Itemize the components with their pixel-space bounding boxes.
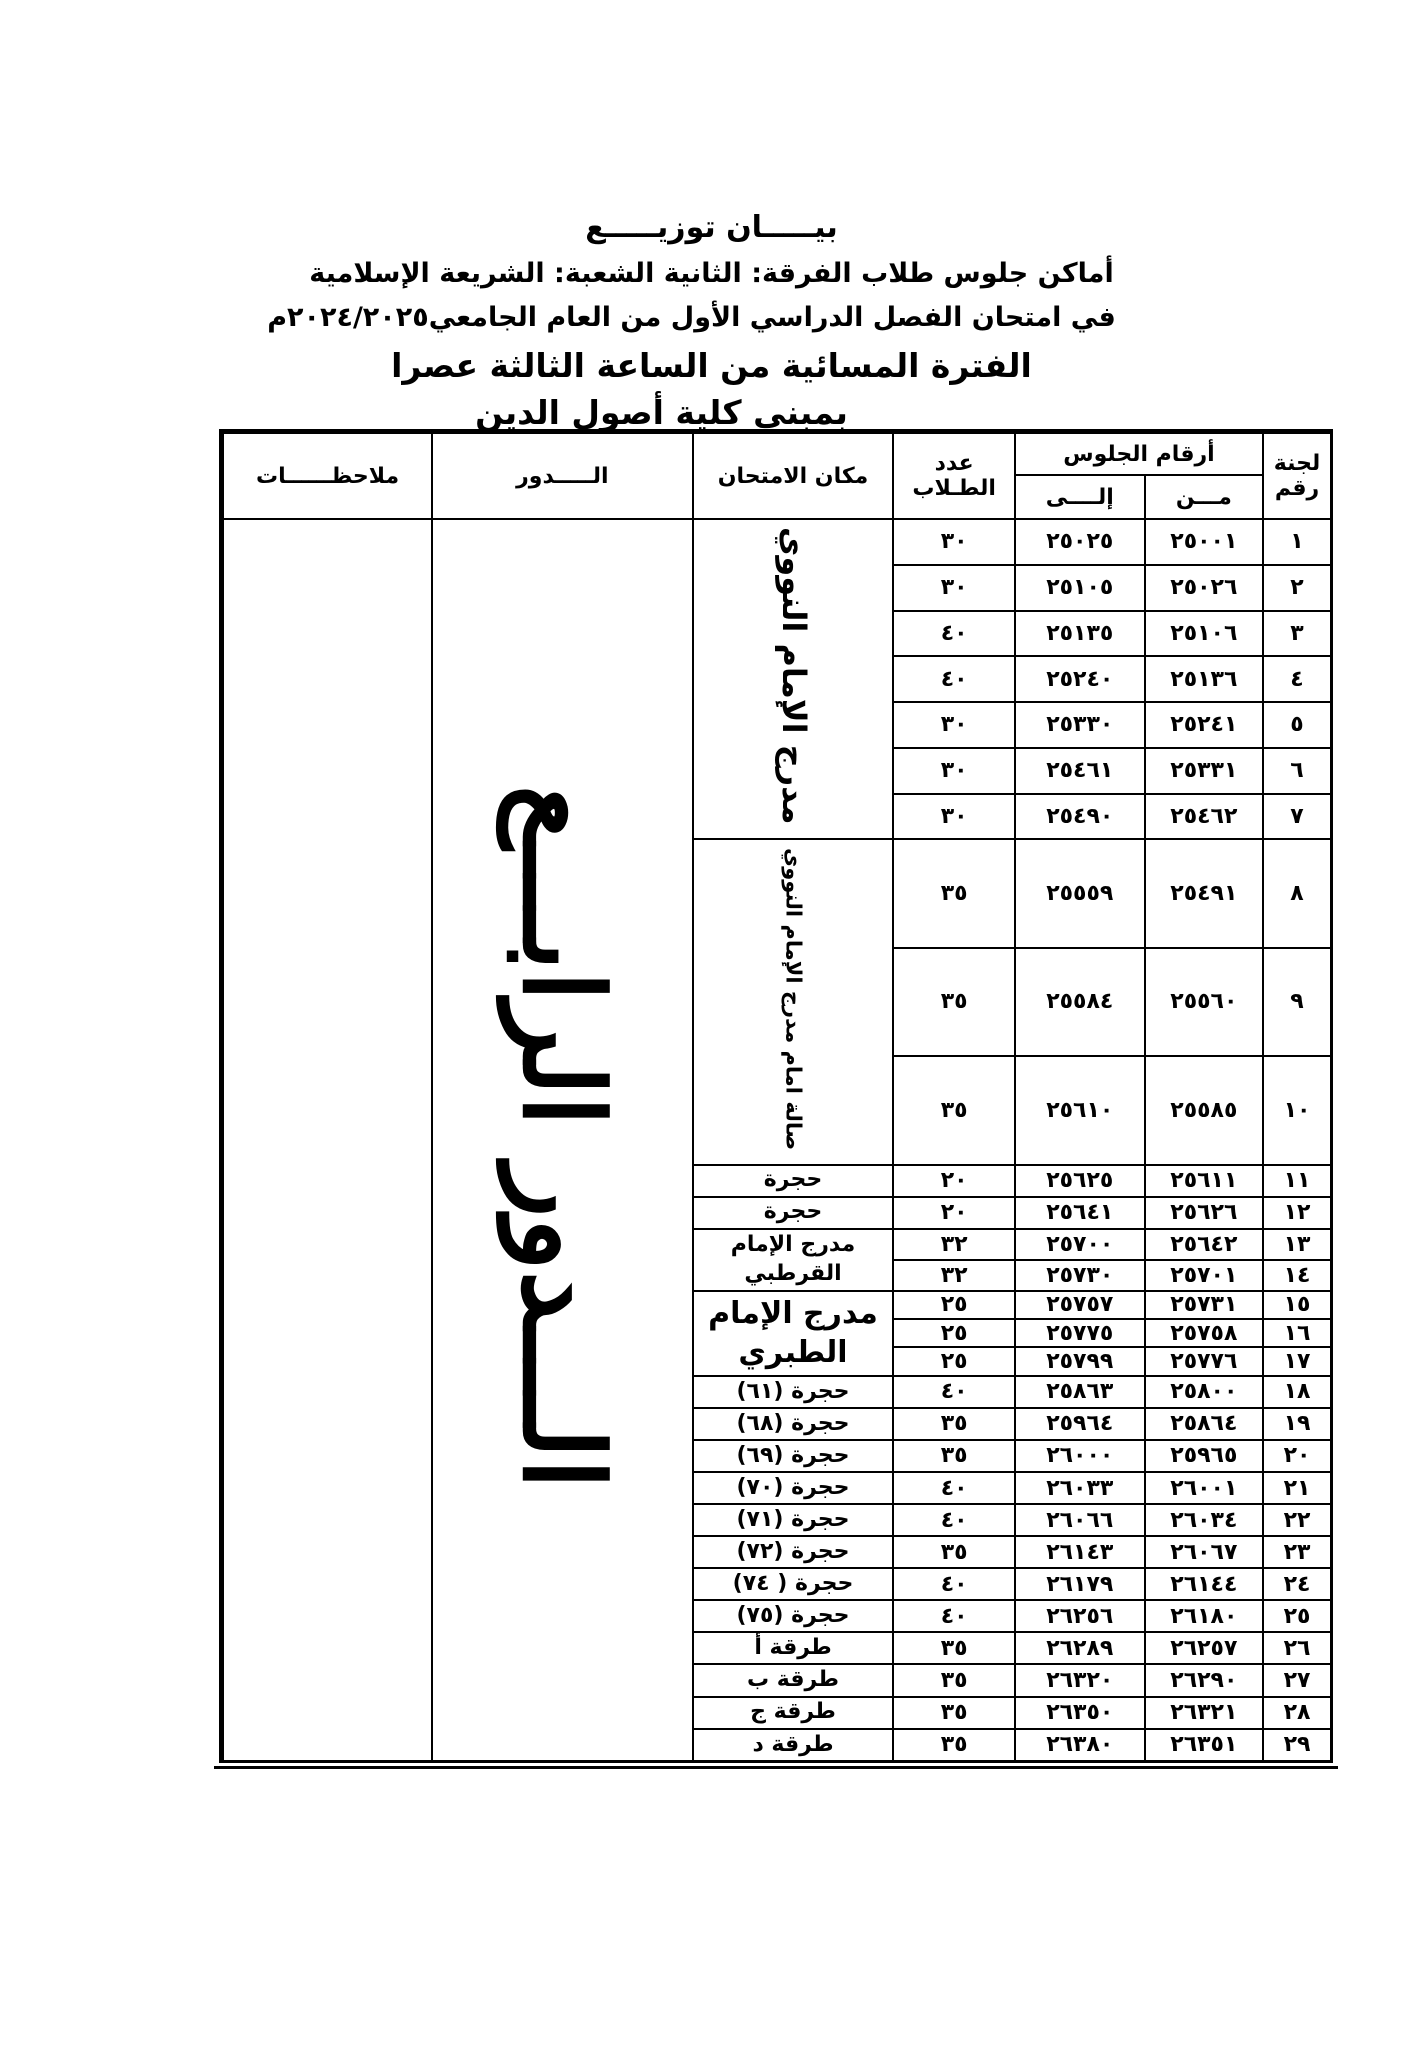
- committee-number: ٢: [1263, 565, 1331, 611]
- seat-to: ٢٥٧٣٠: [1015, 1260, 1145, 1291]
- seat-from: ٢٥١٠٦: [1145, 611, 1263, 657]
- seat-to: ٢٥٥٨٤: [1015, 948, 1145, 1056]
- students-count: ٣٠: [893, 702, 1015, 748]
- notes-cell: [223, 519, 432, 1761]
- seat-from: ٢٦٠٠١: [1145, 1472, 1263, 1504]
- place-label: حجرة: [693, 1197, 894, 1229]
- committee-number: ٢٢: [1263, 1504, 1331, 1536]
- students-count: ٢٠: [893, 1165, 1015, 1197]
- seat-from: ٢٥٥٨٥: [1145, 1056, 1263, 1164]
- seat-to: ٢٥٧٠٠: [1015, 1229, 1145, 1260]
- seat-from: ٢٥٦١١: [1145, 1165, 1263, 1197]
- committee-number: ٣: [1263, 611, 1331, 657]
- header-line-faculty: أماكن جلوس طلاب الفرقة: الثانية الشعبة: الشريعة الإسلامية: [309, 258, 1114, 289]
- seat-to: ٢٥٦١٠: [1015, 1056, 1145, 1164]
- seat-from: ٢٥٩٦٥: [1145, 1440, 1263, 1472]
- students-count: ٢٥: [893, 1347, 1015, 1375]
- committee-number: ١٠: [1263, 1056, 1331, 1164]
- students-count: ٤٠: [893, 1504, 1015, 1536]
- seat-to: ٢٥٧٩٩: [1015, 1347, 1145, 1375]
- students-count: ٢٥: [893, 1291, 1015, 1319]
- students-count: ٣٥: [893, 1408, 1015, 1440]
- seat-from: ٢٥٧٣١: [1145, 1291, 1263, 1319]
- place-label: صالة امام مدرج الإمام النووي: [781, 847, 806, 1151]
- students-count: ٤٠: [893, 611, 1015, 657]
- header-line-semester: في امتحان الفصل الدراسي الأول من العام الجامعي٢٠٢٤/٢٠٢٥م: [267, 302, 1116, 333]
- seat-to: ٢٥١٠٥: [1015, 565, 1145, 611]
- seat-to: ٢٦٠٦٦: [1015, 1504, 1145, 1536]
- students-count: ٣٠: [893, 519, 1015, 565]
- seat-from: ٢٦٣٥١: [1145, 1729, 1263, 1761]
- committee-number: ١٨: [1263, 1376, 1331, 1408]
- seat-to: ٢٥٣٣٠: [1015, 702, 1145, 748]
- seat-from: ٢٦٠٦٧: [1145, 1536, 1263, 1568]
- table-bottom-rule: [214, 1766, 1338, 1769]
- committee-number: ١٧: [1263, 1347, 1331, 1375]
- seat-to: ٢٥١٣٥: [1015, 611, 1145, 657]
- header-to: إلــــى: [1015, 475, 1145, 519]
- seat-from: ٢٦٣٢١: [1145, 1697, 1263, 1729]
- committee-number: ٢٩: [1263, 1729, 1331, 1761]
- seat-to: ٢٥٥٥٩: [1015, 839, 1145, 947]
- students-count: ٣٥: [893, 1536, 1015, 1568]
- students-count: ٣٥: [893, 839, 1015, 947]
- committee-number: ٢٨: [1263, 1697, 1331, 1729]
- seat-from: ٢٥١٣٦: [1145, 656, 1263, 702]
- seating-sheet: [222, 432, 1332, 1762]
- committee-number: ١: [1263, 519, 1331, 565]
- seat-to: ٢٦٣٢٠: [1015, 1664, 1145, 1696]
- seat-from: ٢٥٧٠١: [1145, 1260, 1263, 1291]
- seat-from: ٢٥٣٣١: [1145, 748, 1263, 794]
- place-label: مدرج الإمام الطبري: [693, 1291, 894, 1376]
- seat-to: ٢٦٠٣٣: [1015, 1472, 1145, 1504]
- header-students-count: عدد الطـلاب: [893, 433, 1015, 519]
- seat-from: ٢٥٠٢٦: [1145, 565, 1263, 611]
- place-label: حجرة (٧٥): [693, 1600, 894, 1632]
- seat-from: ٢٥٧٧٦: [1145, 1347, 1263, 1375]
- committee-number: ٢٥: [1263, 1600, 1331, 1632]
- seat-from: ٢٥٤٩١: [1145, 839, 1263, 947]
- seat-to: ٢٦٣٥٠: [1015, 1697, 1145, 1729]
- committee-number: ٢٣: [1263, 1536, 1331, 1568]
- place-label: حجرة: [693, 1165, 894, 1197]
- seat-to: ٢٥٢٤٠: [1015, 656, 1145, 702]
- header-floor: الـــــدور: [432, 433, 693, 519]
- header-from: مـــن: [1145, 475, 1263, 519]
- seat-from: ٢٦٢٥٧: [1145, 1632, 1263, 1664]
- students-count: ٣٠: [893, 748, 1015, 794]
- students-count: ٣٥: [893, 1664, 1015, 1696]
- committee-number: ١٥: [1263, 1291, 1331, 1319]
- students-count: ٤٠: [893, 1472, 1015, 1504]
- seat-to: ٢٥٤٩٠: [1015, 794, 1145, 840]
- header-line-period: الفترة المسائية من الساعة الثالثة عصرا: [391, 346, 1032, 385]
- students-count: ٣٢: [893, 1229, 1015, 1260]
- seat-from: ٢٥٦٤٢: [1145, 1229, 1263, 1260]
- committee-number: ٦: [1263, 748, 1331, 794]
- floor-value: الـــدور الرابـــع: [498, 784, 628, 1490]
- seat-to: ٢٥٦٤١: [1015, 1197, 1145, 1229]
- seating-table: [222, 432, 1332, 1762]
- committee-number: ١٦: [1263, 1319, 1331, 1347]
- committee-number: ٧: [1263, 794, 1331, 840]
- committee-number: ٢٦: [1263, 1632, 1331, 1664]
- seat-to: ٢٦٠٠٠: [1015, 1440, 1145, 1472]
- students-count: ٤٠: [893, 656, 1015, 702]
- committee-number: ٥: [1263, 702, 1331, 748]
- place-label: حجرة (٧٠): [693, 1472, 894, 1504]
- students-count: ٤٠: [893, 1568, 1015, 1600]
- committee-number: ٢٠: [1263, 1440, 1331, 1472]
- seat-to: ٢٥٤٦١: [1015, 748, 1145, 794]
- place-label: حجرة (٦٩): [693, 1440, 894, 1472]
- committee-number: ٩: [1263, 948, 1331, 1056]
- seat-to: ٢٦٢٥٦: [1015, 1600, 1145, 1632]
- seat-from: ٢٦٢٩٠: [1145, 1664, 1263, 1696]
- seat-from: ٢٥٦٢٦: [1145, 1197, 1263, 1229]
- place-label: مدرج الإمام النووي: [774, 527, 813, 825]
- committee-number: ٨: [1263, 839, 1331, 947]
- committee-number: ٢١: [1263, 1472, 1331, 1504]
- header-committee: لجنة رقم: [1263, 433, 1331, 519]
- students-count: ٣٥: [893, 1729, 1015, 1761]
- seat-to: ٢٦١٤٣: [1015, 1536, 1145, 1568]
- students-count: ٣٠: [893, 565, 1015, 611]
- place-label: طرقة أ: [693, 1632, 894, 1664]
- seat-to: ٢٦٣٨٠: [1015, 1729, 1145, 1761]
- committee-number: ١١: [1263, 1165, 1331, 1197]
- seat-from: ٢٥٤٦٢: [1145, 794, 1263, 840]
- committee-number: ٢٤: [1263, 1568, 1331, 1600]
- students-count: ٢٠: [893, 1197, 1015, 1229]
- seat-from: ٢٥٨٠٠: [1145, 1376, 1263, 1408]
- seat-to: ٢٥٨٦٣: [1015, 1376, 1145, 1408]
- committee-number: ١٤: [1263, 1260, 1331, 1291]
- seat-from: ٢٥٠٠١: [1145, 519, 1263, 565]
- place-label: حجرة (٦١): [693, 1376, 894, 1408]
- seat-to: ٢٦١٧٩: [1015, 1568, 1145, 1600]
- committee-number: ١٣: [1263, 1229, 1331, 1260]
- place-label: حجرة (٧١): [693, 1504, 894, 1536]
- seat-from: ٢٥٢٤١: [1145, 702, 1263, 748]
- seat-from: ٢٥٥٦٠: [1145, 948, 1263, 1056]
- students-count: ٣٥: [893, 1440, 1015, 1472]
- students-count: ٣٠: [893, 794, 1015, 840]
- students-count: ٤٠: [893, 1600, 1015, 1632]
- seat-to: ٢٦٢٨٩: [1015, 1632, 1145, 1664]
- seat-from: ٢٦٠٣٤: [1145, 1504, 1263, 1536]
- committee-number: ٤: [1263, 656, 1331, 702]
- place-cell: [693, 519, 894, 839]
- students-count: ٤٠: [893, 1376, 1015, 1408]
- committee-number: ٢٧: [1263, 1664, 1331, 1696]
- students-count: ٣٥: [893, 948, 1015, 1056]
- students-count: ٣٥: [893, 1632, 1015, 1664]
- place-label: حجرة (٧٢): [693, 1536, 894, 1568]
- seat-to: ٢٥٧٥٧: [1015, 1291, 1145, 1319]
- place-label: طرقة ب: [693, 1664, 894, 1696]
- seat-to: ٢٥٩٦٤: [1015, 1408, 1145, 1440]
- seat-to: ٢٥٧٧٥: [1015, 1319, 1145, 1347]
- header-notes: ملاحظــــــات: [223, 433, 432, 519]
- seat-to: ٢٥٠٢٥: [1015, 519, 1145, 565]
- seat-from: ٢٦١٤٤: [1145, 1568, 1263, 1600]
- place-label: مدرج الإمام القرطبي: [693, 1229, 894, 1291]
- place-label: طرقة ج: [693, 1697, 894, 1729]
- committee-number: ١٢: [1263, 1197, 1331, 1229]
- students-count: ٣٢: [893, 1260, 1015, 1291]
- header-seat-numbers: أرقام الجلوس: [1015, 433, 1263, 475]
- seat-from: ٢٥٨٦٤: [1145, 1408, 1263, 1440]
- seat-to: ٢٥٦٢٥: [1015, 1165, 1145, 1197]
- header-line-building: بمبنى كلية أصول الدين: [475, 393, 848, 432]
- floor-cell: [432, 519, 693, 1761]
- students-count: ٣٥: [893, 1056, 1015, 1164]
- place-label: طرقة د: [693, 1729, 894, 1761]
- students-count: ٣٥: [893, 1697, 1015, 1729]
- seat-from: ٢٦١٨٠: [1145, 1600, 1263, 1632]
- seat-from: ٢٥٧٥٨: [1145, 1319, 1263, 1347]
- place-label: حجرة (٦٨): [693, 1408, 894, 1440]
- document-title: بيـــــان توزيـــــع: [585, 210, 838, 245]
- students-count: ٢٥: [893, 1319, 1015, 1347]
- place-label: حجرة ( ٧٤): [693, 1568, 894, 1600]
- place-cell: [693, 839, 894, 1164]
- committee-number: ١٩: [1263, 1408, 1331, 1440]
- table-row: [223, 519, 1331, 565]
- header-exam-place: مكان الامتحان: [693, 433, 894, 519]
